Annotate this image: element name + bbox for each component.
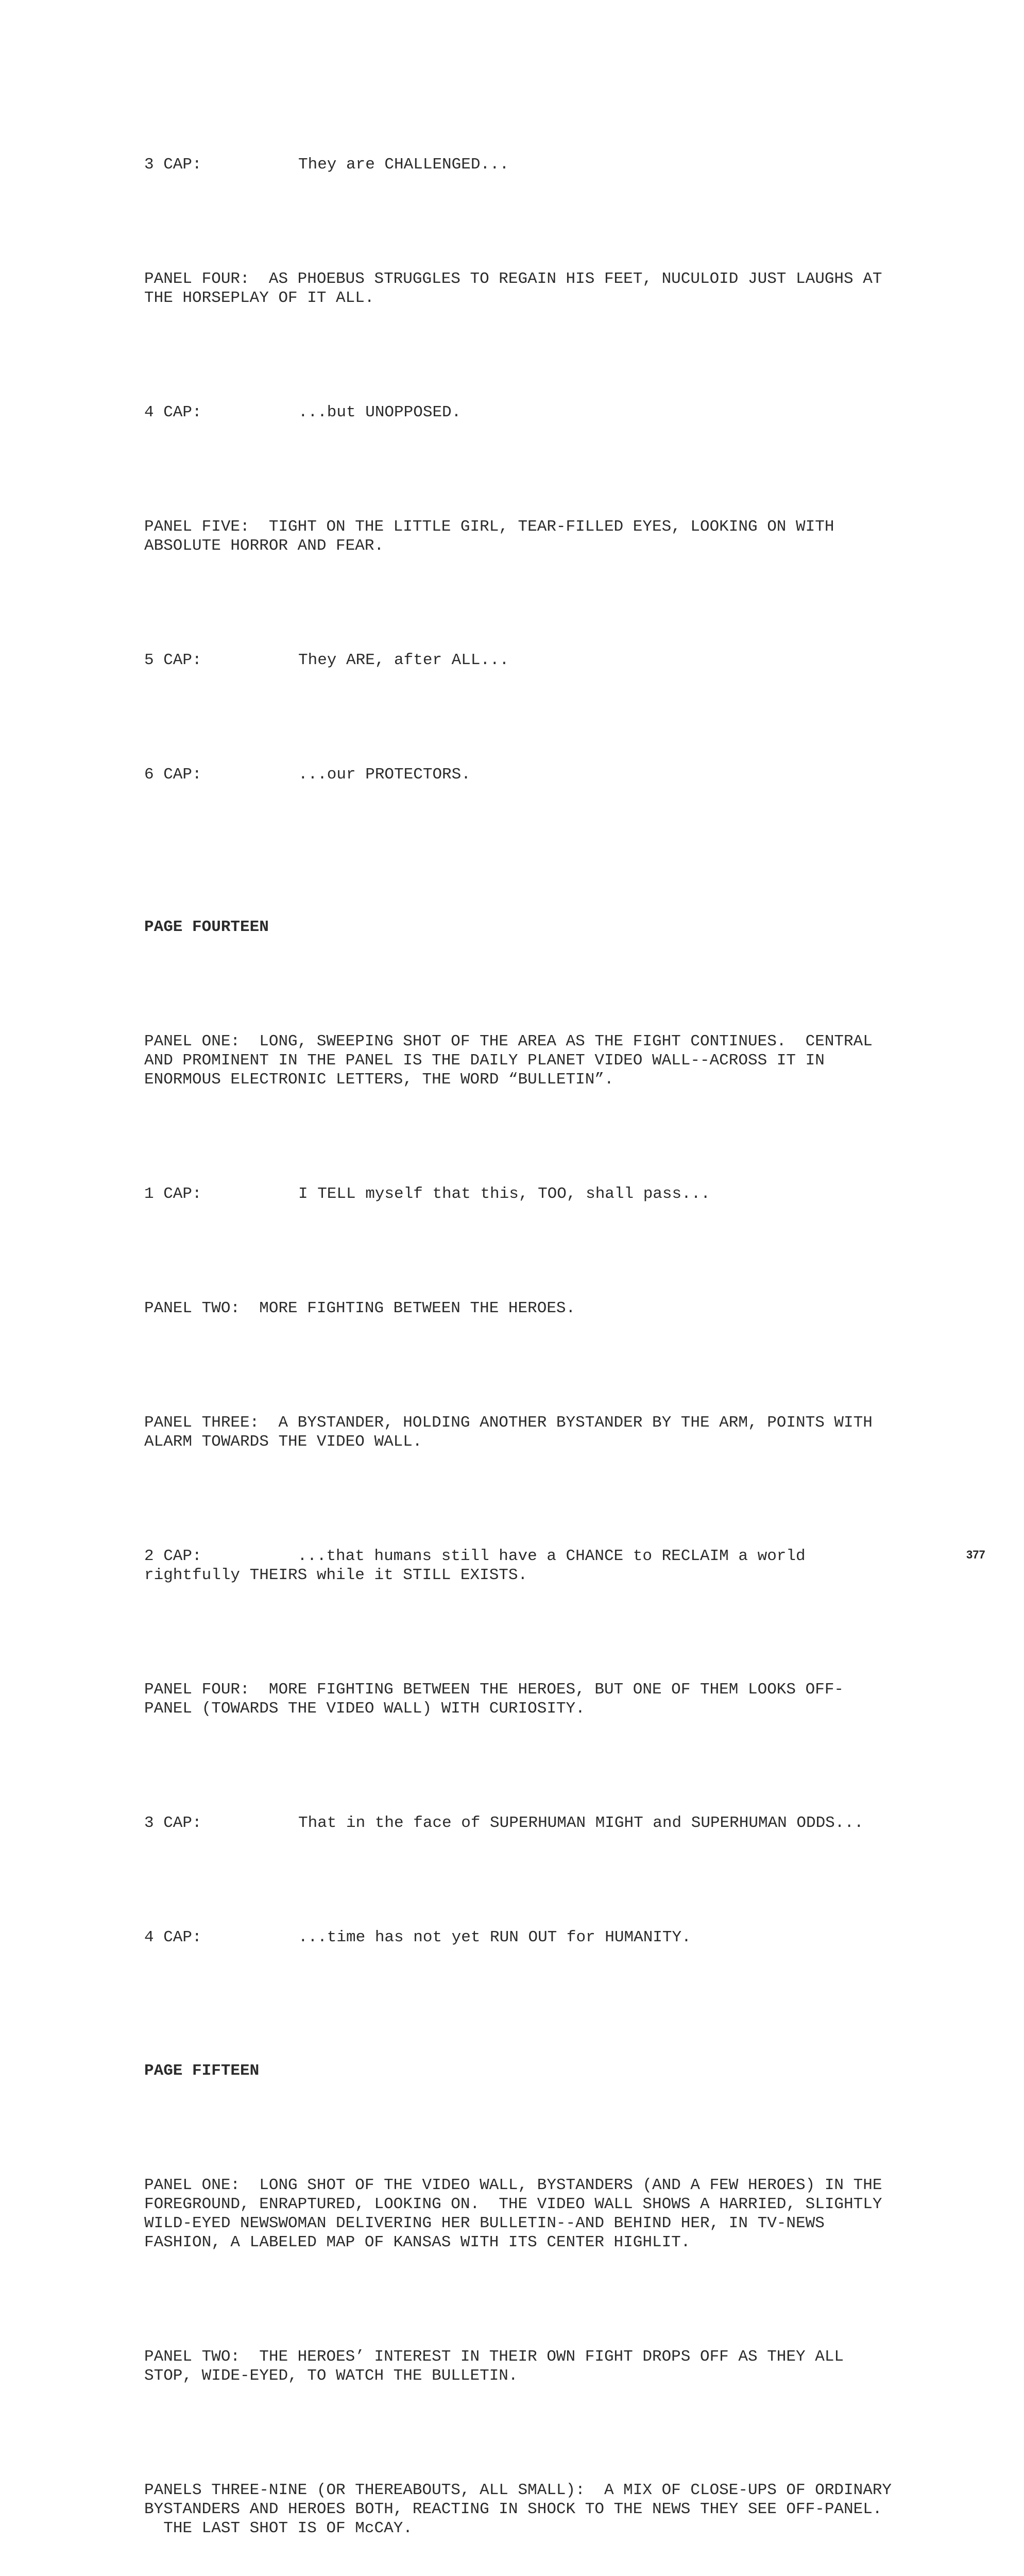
panel-description: PANEL ONE: LONG SHOT OF THE VIDEO WALL, BYSTANDERS (AND A FEW HEROES) IN THE FOREGROUND, ENRAPTURED, LOOKING ON. THE VIDEO WALL SHOWS A HARRIED, SLIGHTLY WILD-EYED NEWSWOMAN DELIVERING HER BULLETIN--AND BEHIND HER, IN TV-NEWS FASHION, A LABELED MAP OF KANSAS WITH ITS CENTER HIGHLIT. [144,2176,882,2251]
panel-description: PANEL FOUR: MORE FIGHTING BETWEEN THE HEROES, BUT ONE OF THEM LOOKS OFF- PANEL (TOWARDS THE VIDEO WALL) WITH CURIOSITY. [144,1681,844,1718]
caption-text: They are CHALLENGED... [298,156,509,174]
panel-description: PANEL TWO: THE HEROES’ INTEREST IN THEIR OWN FIGHT DROPS OFF AS THEY ALL STOP, WIDE-EYED, TO WATCH THE BULLETIN. [144,2348,844,2385]
caption-text: They ARE, after ALL... [298,651,509,669]
panel-description: PANEL ONE: LONG, SWEEPING SHOT OF THE AREA AS THE FIGHT CONTINUES. CENTRAL AND PROMINENT IN THE PANEL IS THE DAILY PLANET VIDEO WALL--ACROSS IT IN ENORMOUS ELECTRONIC LETTERS, THE WORD “BULLETIN”. [144,1032,873,1089]
caption-text: ...our PROTECTORS. [298,766,471,784]
panel-description: PANEL TWO: MORE FIGHTING BETWEEN THE HEROES. [144,1299,576,1317]
caption-label: 3 CAP: [144,156,202,174]
page-heading: PAGE FIFTEEN [144,2062,260,2080]
caption-label: 4 CAP: [144,403,202,421]
caption-text: That in the face of SUPERHUMAN MIGHT and SUPERHUMAN ODDS... [298,1814,864,1832]
caption-label: 6 CAP: [144,766,202,784]
caption-label: 3 CAP: [144,1814,202,1832]
caption-line [144,1814,948,1833]
caption-text: ...time has not yet RUN OUT for HUMANITY. [298,1928,691,1946]
panel-description: PANELS THREE-NINE (OR THEREABOUTS, ALL SMALL): A MIX OF CLOSE-UPS OF ORDINARY BYSTANDERS AND HEROES BOTH, REACTING IN SHOCK TO THE NEWS THEY SEE OFF-PANEL. THE LAST SHOT IS OF McCAY. [144,2481,892,2537]
page-number: 377 [966,1548,985,1561]
script-body [144,98,948,2576]
panel-description: PANEL FOUR: AS PHOEBUS STRUGGLES TO REGAIN HIS FEET, NUCULOID JUST LAUGHS AT THE HORSEPLAY OF IT ALL. [144,270,882,307]
caption-line [144,1184,948,1204]
caption-label: 1 CAP: [144,1185,202,1203]
caption-text: ...but UNOPPOSED. [298,403,462,421]
caption-line [144,651,948,670]
caption-label: 4 CAP: [144,1928,202,1946]
caption-line [144,1928,948,1947]
caption-line [144,765,948,784]
caption-line [144,155,948,174]
caption-line [144,403,948,422]
caption-block: 2 CAP: ...that humans still have a CHANCE to RECLAIM a world rightfully THEIRS while it STILL EXISTS. [144,1547,806,1584]
caption-text: I TELL myself that this, TOO, shall pass... [298,1185,710,1203]
caption-label: 5 CAP: [144,651,202,669]
page-heading: PAGE FOURTEEN [144,918,269,936]
panel-description: PANEL THREE: A BYSTANDER, HOLDING ANOTHER BYSTANDER BY THE ARM, POINTS WITH ALARM TOWARDS THE VIDEO WALL. [144,1414,873,1451]
panel-description: PANEL FIVE: TIGHT ON THE LITTLE GIRL, TEAR-FILLED EYES, LOOKING ON WITH ABSOLUTE HORROR AND FEAR. [144,518,834,555]
